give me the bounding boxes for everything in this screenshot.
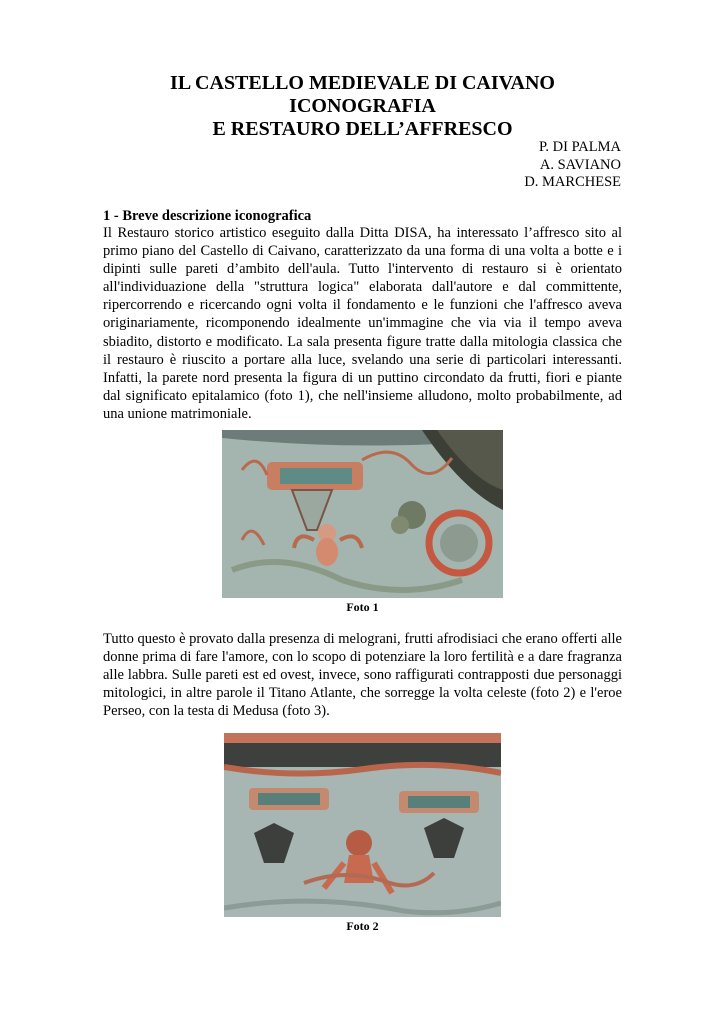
author-name: A. SAVIANO [539,156,621,173]
fresco-photo-2 [224,733,501,917]
section-heading: 1 - Breve descrizione iconografica [103,208,312,224]
figure-caption: Foto 1 [346,600,379,614]
author-name: D. MARCHESE [524,174,621,190]
document-title-line-3: E RESTAURO DELL’AFFRESCO [212,118,513,140]
body-paragraph-2: Tutto questo è provato dalla presenza di melograni, frutti afrodisiaci che erano offerti alle donne prima di fare l'amore, con lo scopo di potenziare la loro fertilità e a dare fragranza alle labbra. Sulle pareti est ed ovest, invece, sono raffigurati contrapposti due personaggi mitologici, in altre parole il Titano Atlante, che sorregge la volta celeste (foto 2) e l'eroe Perseo, con la testa di Medusa (foto 3). [103,631,622,720]
fresco-cherub-image [222,430,503,598]
author-name: P. DI PALMA [538,139,621,155]
fresco-atlas-image [224,733,501,917]
author-list [524,139,621,192]
figure-caption: Foto 2 [346,919,379,933]
body-paragraph-1: Il Restauro storico artistico eseguito dalla Ditta DISA, ha interessato l’affresco sito al primo piano del Castello di Caivano, caratterizzato da una forma di una volta a botte e i dipinti sulle pareti d’ambito dell'aula. Tutto l'intervento di restauro si è orientato all'individuazione della "struttura logica" elaborata dall'autore e dal committente, ripercorrendo e ricercando ogni volta il fondamento e le funzioni che l'affresco aveva originariamente, ricomponendo idealmente un'immagine che via via il tempo aveva sbiadito, distorto e modificato. La sala presenta figure tratte dalla mitologia classica che il restauro è riuscito a portare alla luce, svelando una serie di particolari interessanti. Infatti, la parete nord presenta la figura di un puttino circondato da frutti, fiori e piante dal significato epitalamico (foto 1), che nell'insieme alludono, molto probabilmente, ad una unione matrimoniale. [103,225,622,422]
document-title-line-1: IL CASTELLO MEDIEVALE DI CAIVANO [170,72,555,94]
fresco-photo-1 [222,430,503,598]
document-title-line-2: ICONOGRAFIA [289,95,436,117]
